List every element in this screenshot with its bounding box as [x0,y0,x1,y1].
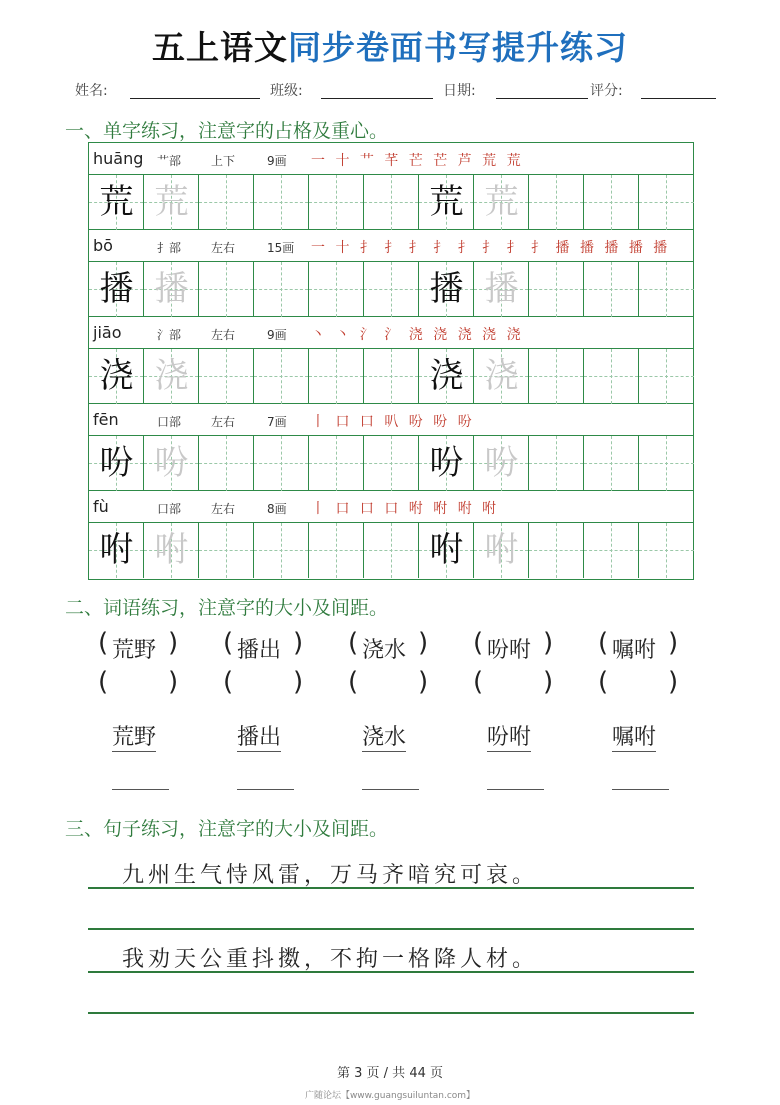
writing-cell[interactable] [584,523,639,578]
cell-guide-v [666,349,667,404]
section-3-title: 三、句子练习，注意字的大小及间距。 [65,818,389,840]
word-write-line[interactable] [362,789,419,790]
model-character: 吩 [99,443,134,483]
close-paren: ) [418,628,429,658]
cell-guide-v [336,262,337,317]
trace-character: 浇 [154,356,189,396]
writing-cell[interactable] [474,436,529,491]
close-paren: ) [543,667,554,697]
open-paren: ( [598,667,609,697]
character-practice-grid [88,142,694,580]
writing-cell[interactable] [89,523,144,578]
cell-guide-v [391,436,392,491]
trace-character: 荒 [154,182,189,222]
writing-cell[interactable] [419,262,474,317]
char-info-row [89,317,693,349]
word-model: 吩咐 [487,638,532,663]
writing-cell[interactable] [364,349,419,404]
writing-cell[interactable] [474,523,529,578]
word-copy: 浇水 [362,720,406,752]
cell-guide-v [336,436,337,491]
writing-cell[interactable] [639,523,694,578]
cell-guide-v [556,262,557,317]
title-part1: 五上语文 [152,28,288,67]
cell-guide-v [391,262,392,317]
writing-cell[interactable] [529,262,584,317]
writing-cell[interactable] [254,175,309,230]
word-copy: 嘱咐 [612,720,656,752]
name-field[interactable] [130,98,260,99]
open-paren: ( [473,667,484,697]
score-label: 评分: [590,83,623,99]
writing-cell[interactable] [474,349,529,404]
stroke-order: 丶 丶 氵 氵 浇 浇 浇 浇 浇 [311,327,524,343]
model-character: 吩 [429,443,464,483]
word-model: 荒野 [112,638,157,663]
cell-guide-v [226,436,227,491]
writing-cell[interactable] [639,436,694,491]
writing-cell[interactable] [529,436,584,491]
structure: 左右 [211,328,236,342]
writing-cell[interactable] [144,436,199,491]
close-paren: ) [168,667,179,697]
model-character: 播 [99,269,134,309]
model-character: 咐 [99,530,134,570]
writing-cell[interactable] [89,262,144,317]
sentence-1-line [88,887,694,889]
sentence-1: 九州生气恃风雷，万马齐喑究可哀。 [122,863,539,888]
writing-cell[interactable] [254,262,309,317]
writing-cell[interactable] [144,349,199,404]
trace-character: 播 [154,269,189,309]
char-box-row [89,523,693,578]
trace-character: 咐 [154,530,189,570]
section-1-title: 一、单字练习，注意字的占格及重心。 [65,120,389,142]
writing-cell[interactable] [309,175,364,230]
close-paren: ) [293,628,304,658]
pinyin: fēn [93,410,119,429]
cell-guide-v [391,175,392,230]
writing-cell[interactable] [639,175,694,230]
model-character: 浇 [429,356,464,396]
structure: 上下 [211,154,236,168]
close-paren: ) [668,667,679,697]
trace-character: 咐 [484,530,519,570]
writing-cell[interactable] [89,175,144,230]
structure: 左右 [211,502,236,516]
word-write-line[interactable] [612,789,669,790]
cell-guide-v [226,523,227,578]
writing-cell[interactable] [144,175,199,230]
open-paren: ( [348,667,359,697]
open-paren: ( [98,667,109,697]
open-paren: ( [223,628,234,658]
pinyin: bō [93,236,113,255]
word-model: 嘱咐 [612,638,657,663]
page-footer: 第 3 页 / 共 44 页 [337,1066,443,1081]
cell-guide-v [281,523,282,578]
open-paren: ( [98,628,109,658]
stroke-count: 8画 [267,502,287,516]
word-write-line[interactable] [237,789,294,790]
writing-cell[interactable] [584,262,639,317]
cell-guide-v [226,349,227,404]
close-paren: ) [168,628,179,658]
stroke-order: 丨 口 口 叭 吩 吩 吩 [311,414,475,430]
close-paren: ) [293,667,304,697]
char-box-row [89,349,693,404]
radical: 扌部 [157,241,182,255]
radical: 口部 [157,415,182,429]
model-character: 浇 [99,356,134,396]
writing-cell[interactable] [89,349,144,404]
score-field[interactable] [641,98,716,99]
pinyin: huāng [93,149,144,168]
writing-cell[interactable] [364,262,419,317]
watermark: 广随论坛【www.guangsuiluntan.com】 [304,1091,476,1101]
char-info-row [89,404,693,436]
writing-cell[interactable] [254,349,309,404]
writing-cell[interactable] [364,436,419,491]
writing-cell[interactable] [419,175,474,230]
page-title [0,22,780,69]
cell-guide-v [226,175,227,230]
trace-character: 播 [484,269,519,309]
model-character: 荒 [429,182,464,222]
writing-cell[interactable] [199,523,254,578]
writing-cell[interactable] [309,523,364,578]
writing-cell[interactable] [474,262,529,317]
sentence-1-practice-line[interactable] [88,928,694,930]
writing-cell[interactable] [199,262,254,317]
date-label: 日期: [443,83,476,99]
writing-cell[interactable] [144,523,199,578]
cell-guide-v [281,349,282,404]
word-write-line[interactable] [487,789,544,790]
writing-cell[interactable] [254,523,309,578]
radical: 口部 [157,502,182,516]
char-info-row [89,143,693,175]
trace-character: 荒 [484,182,519,222]
cell-guide-v [611,175,612,230]
writing-cell[interactable] [419,349,474,404]
close-paren: ) [668,628,679,658]
cell-guide-v [226,262,227,317]
writing-cell[interactable] [529,175,584,230]
structure: 左右 [211,241,236,255]
sentence-2-line [88,971,694,973]
cell-guide-v [666,175,667,230]
cell-guide-v [336,349,337,404]
date-field[interactable] [496,98,588,99]
cell-guide-v [281,436,282,491]
word-copy: 荒野 [112,720,156,752]
cell-guide-v [556,523,557,578]
writing-cell[interactable] [254,436,309,491]
model-character: 荒 [99,182,134,222]
char-box-row [89,175,693,230]
cell-guide-v [666,523,667,578]
writing-cell[interactable] [364,175,419,230]
cell-guide-v [611,436,612,491]
open-paren: ( [348,628,359,658]
writing-cell[interactable] [584,175,639,230]
class-label: 班级: [270,83,303,99]
word-model: 播出 [237,638,282,663]
char-info-row [89,230,693,262]
word-write-line[interactable] [112,789,169,790]
stroke-count: 9画 [267,328,287,342]
trace-character: 吩 [154,443,189,483]
cell-guide-v [666,262,667,317]
char-box-row [89,262,693,317]
sentence-2: 我劝天公重抖擞，不拘一格降人材。 [122,947,539,972]
writing-cell[interactable] [639,349,694,404]
writing-cell[interactable] [309,349,364,404]
writing-cell[interactable] [309,436,364,491]
char-info-row [89,491,693,523]
writing-cell[interactable] [199,349,254,404]
writing-cell[interactable] [639,262,694,317]
sentence-2-practice-line[interactable] [88,1012,694,1014]
word-model: 浇水 [362,638,407,663]
cell-guide-v [391,349,392,404]
radical: 氵部 [157,328,182,342]
cell-guide-v [556,436,557,491]
word-copy: 播出 [237,720,281,752]
writing-cell[interactable] [364,523,419,578]
model-character: 咐 [429,530,464,570]
cell-guide-v [336,175,337,230]
cell-guide-v [556,175,557,230]
stroke-order: 一 十 扌 扌 扌 扌 扌 扌 扌 扌 播 播 播 播 播 [311,240,671,256]
writing-cell[interactable] [474,175,529,230]
cell-guide-v [281,262,282,317]
close-paren: ) [418,667,429,697]
stroke-order: 一 十 艹 芊 芒 芒 芦 荒 荒 [311,153,524,169]
cell-guide-v [666,436,667,491]
cell-guide-v [611,262,612,317]
structure: 左右 [211,415,236,429]
trace-character: 浇 [484,356,519,396]
writing-cell[interactable] [529,349,584,404]
pinyin: jiāo [93,323,122,342]
section-2-title: 二、词语练习，注意字的大小及间距。 [65,597,389,619]
close-paren: ) [543,628,554,658]
word-copy: 吩咐 [487,720,531,752]
name-label: 姓名: [75,83,108,99]
trace-character: 吩 [484,443,519,483]
stroke-count: 15画 [267,241,295,255]
open-paren: ( [598,628,609,658]
cell-guide-v [281,175,282,230]
writing-cell[interactable] [419,523,474,578]
cell-guide-v [611,349,612,404]
writing-cell[interactable] [199,175,254,230]
cell-guide-v [611,523,612,578]
writing-cell[interactable] [584,436,639,491]
open-paren: ( [223,667,234,697]
open-paren: ( [473,628,484,658]
writing-cell[interactable] [419,436,474,491]
cell-guide-v [391,523,392,578]
stroke-count: 9画 [267,154,287,168]
cell-guide-v [556,349,557,404]
cell-guide-v [336,523,337,578]
writing-cell[interactable] [199,436,254,491]
model-character: 播 [429,269,464,309]
writing-cell[interactable] [529,523,584,578]
class-field[interactable] [321,98,433,99]
writing-cell[interactable] [144,262,199,317]
stroke-count: 7画 [267,415,287,429]
writing-cell[interactable] [584,349,639,404]
stroke-order: 丨 口 口 口 咐 咐 咐 咐 [311,501,500,517]
writing-cell[interactable] [309,262,364,317]
char-box-row [89,436,693,491]
writing-cell[interactable] [89,436,144,491]
pinyin: fù [93,497,109,516]
radical: 艹部 [157,154,182,168]
title-part2: 同步卷面书写提升练习 [288,28,628,67]
